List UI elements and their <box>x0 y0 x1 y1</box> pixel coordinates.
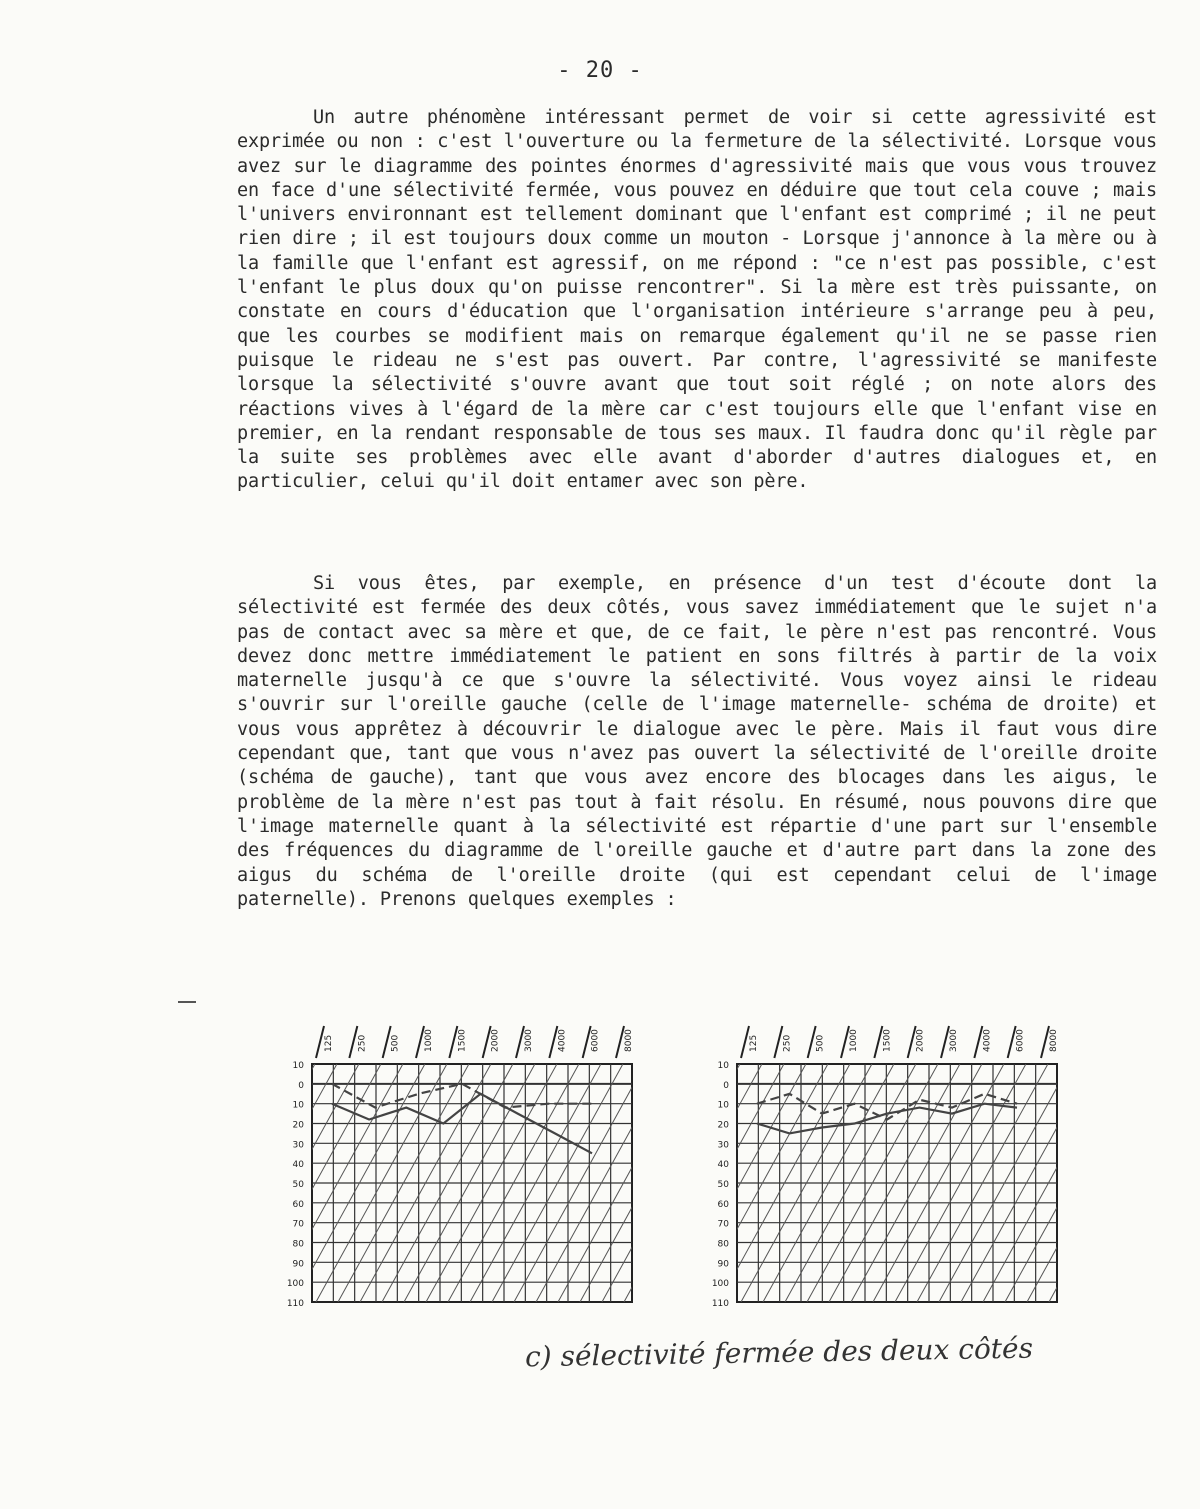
freq-slash <box>349 1026 357 1058</box>
y-tick-label: 20 <box>717 1120 729 1131</box>
freq-slash <box>774 1026 782 1058</box>
y-tick-label: 0 <box>298 1080 304 1091</box>
y-tick-label: 50 <box>717 1180 729 1190</box>
hatch-line <box>695 1064 718 1302</box>
freq-slash <box>483 1026 491 1058</box>
freq-slash <box>1008 1026 1016 1058</box>
paragraph-1-text: Un autre phénomène intéressant permet de voir si cette agressivité est exprimée ou non : c'est l'ouverture ou la fermeture de la sélectivité. Lorsque vous avez sur le diagramme des pointes énormes d'agressivité mais que vous vous trouvez en face d'une sélectivité fermée, vous pouvez en déduire que tout cela couve ; mais l'univers environnant est tellement dominant que l'enfant est comprimé ; il ne peut rien dire ; il est toujours doux comme un mouton - Lorsque j'annonce à la mère ou à la famille que l'enfant est agressif, on me répond : "ce n'est pas possible, c'est l'enfant le plus doux qu'on puisse rencontrer". Si la mère est très puissante, on constate en cours d'éducation que l'organisation intérieure s'arrange peu à peu, que les courbes se modifient mais on remarque également qu'il ne se passe rien puisque le rideau ne s'est pas ouvert. Par contre, l'agressivité se manifeste lorsque la sélectivité s'ouvre avant que tout soit réglé ; on note alors des réactions vives à l'égard de la mère car c'est toujours elle que l'enfant vise en premier, en la rendant responsable de tous ses maux. Il faudra donc qu'il règle par la suite ses problèmes avec elle avant d'aborder d'autres dialogues et, en particulier, celui qu'il doit entamer avec son père. <box>237 107 1157 493</box>
hatch-line <box>270 1064 271 1302</box>
y-tick-label: 90 <box>292 1259 304 1270</box>
margin-mark <box>178 1001 196 1003</box>
page-number: - 20 - <box>557 58 643 83</box>
paragraph-1 <box>237 106 1157 495</box>
freq-slash <box>974 1026 982 1058</box>
x-tick-label: 500 <box>390 1034 401 1052</box>
paragraph-2-text: Si vous êtes, par exemple, en présence d'un test d'écoute dont la sélectivité est fermée des deux côtés, vous savez immédiatement que le sujet n'a pas de contact avec sa mère et que, de ce fait, le père n'est pas rencontré. Vous devez donc mettre immédiatement le patient en sons filtrés à partir de la voix maternelle jusqu'à ce que s'ouvre la sélectivité. Vous voyez ainsi le rideau s'ouvrir sur l'oreille gauche (celle de l'image maternelle- schéma de droite) et vous vous apprêtez à découvrir le dialogue avec le père. Mais il faut vous dire cependant que, tant que vous n'avez pas ouvert la sélectivité de l'oreille droite (schéma de gauche), tant que vous avez encore des blocages dans les aigus, le problème de la mère n'est pas tout à fait résolu. En résumé, nous pouvons dire que l'image maternelle quant à la sélectivité est répartie d'une part sur l'ensemble des fréquences du diagramme de l'oreille gauche et d'autre part dans la zone des aigus du schéma de l'oreille droite (qui est cependant celui de l'image paternelle). Prenons quelques exemples : <box>237 573 1157 910</box>
freq-slash <box>1041 1026 1049 1058</box>
y-tick-label: 40 <box>717 1160 729 1171</box>
handwritten-caption: c) sélectivité fermée des deux côtés <box>524 1331 1034 1374</box>
x-tick-label: 8000 <box>1049 1029 1059 1052</box>
x-tick-label: 6000 <box>1015 1029 1026 1052</box>
freq-slash <box>908 1026 916 1058</box>
x-tick-label: 1000 <box>849 1029 859 1052</box>
y-tick-label: 30 <box>292 1140 304 1151</box>
y-tick-label: 60 <box>717 1199 729 1210</box>
x-tick-label: 1000 <box>424 1029 434 1052</box>
freq-slash <box>741 1026 749 1058</box>
freq-slash <box>616 1026 624 1058</box>
paragraph-2 <box>237 572 1157 912</box>
freq-slash <box>583 1026 591 1058</box>
y-tick-label: 70 <box>717 1219 729 1230</box>
x-tick-label: 4000 <box>982 1029 993 1052</box>
x-tick-label: 3000 <box>949 1029 959 1052</box>
x-tick-label: 4000 <box>557 1029 568 1052</box>
y-tick-label: 60 <box>292 1199 304 1210</box>
freq-slash <box>808 1026 816 1058</box>
freq-slash <box>874 1026 882 1058</box>
x-tick-label: 125 <box>749 1034 759 1052</box>
x-tick-label: 8000 <box>624 1029 634 1052</box>
hatch-line <box>270 1064 293 1302</box>
x-tick-label: 1500 <box>457 1029 468 1052</box>
freq-slash <box>549 1026 557 1058</box>
y-tick-label: 10 <box>717 1061 729 1071</box>
y-tick-label: 40 <box>292 1160 304 1171</box>
y-tick-label: 100 <box>286 1279 304 1290</box>
freq-slash <box>841 1026 849 1058</box>
x-tick-label: 250 <box>782 1034 793 1052</box>
x-tick-label: 6000 <box>590 1029 601 1052</box>
x-tick-label: 500 <box>815 1034 826 1052</box>
y-tick-label: 80 <box>717 1239 729 1250</box>
x-tick-label: 2000 <box>915 1029 926 1052</box>
y-tick-label: 10 <box>292 1100 304 1111</box>
y-tick-label: 20 <box>292 1120 304 1131</box>
x-tick-label: 1500 <box>882 1029 893 1052</box>
x-tick-label: 250 <box>357 1034 368 1052</box>
audiogram-left <box>270 1020 655 1320</box>
hatch-line <box>695 1064 696 1302</box>
x-tick-label: 3000 <box>524 1029 534 1052</box>
y-tick-label: 100 <box>711 1279 729 1290</box>
y-tick-label: 110 <box>286 1299 304 1309</box>
y-tick-label: 110 <box>711 1299 729 1309</box>
freq-slash <box>449 1026 457 1058</box>
y-tick-label: 10 <box>717 1100 729 1111</box>
y-tick-label: 50 <box>292 1180 304 1190</box>
freq-slash <box>941 1026 949 1058</box>
freq-slash <box>516 1026 524 1058</box>
audiogram-right <box>695 1020 1080 1320</box>
freq-slash <box>416 1026 424 1058</box>
y-tick-label: 80 <box>292 1239 304 1250</box>
y-tick-label: 0 <box>723 1080 729 1091</box>
x-tick-label: 125 <box>324 1034 334 1052</box>
y-tick-label: 70 <box>292 1219 304 1230</box>
y-tick-label: 30 <box>717 1140 729 1151</box>
y-tick-label: 10 <box>292 1061 304 1071</box>
freq-slash <box>316 1026 324 1058</box>
freq-slash <box>383 1026 391 1058</box>
y-tick-label: 90 <box>717 1259 729 1270</box>
x-tick-label: 2000 <box>490 1029 501 1052</box>
